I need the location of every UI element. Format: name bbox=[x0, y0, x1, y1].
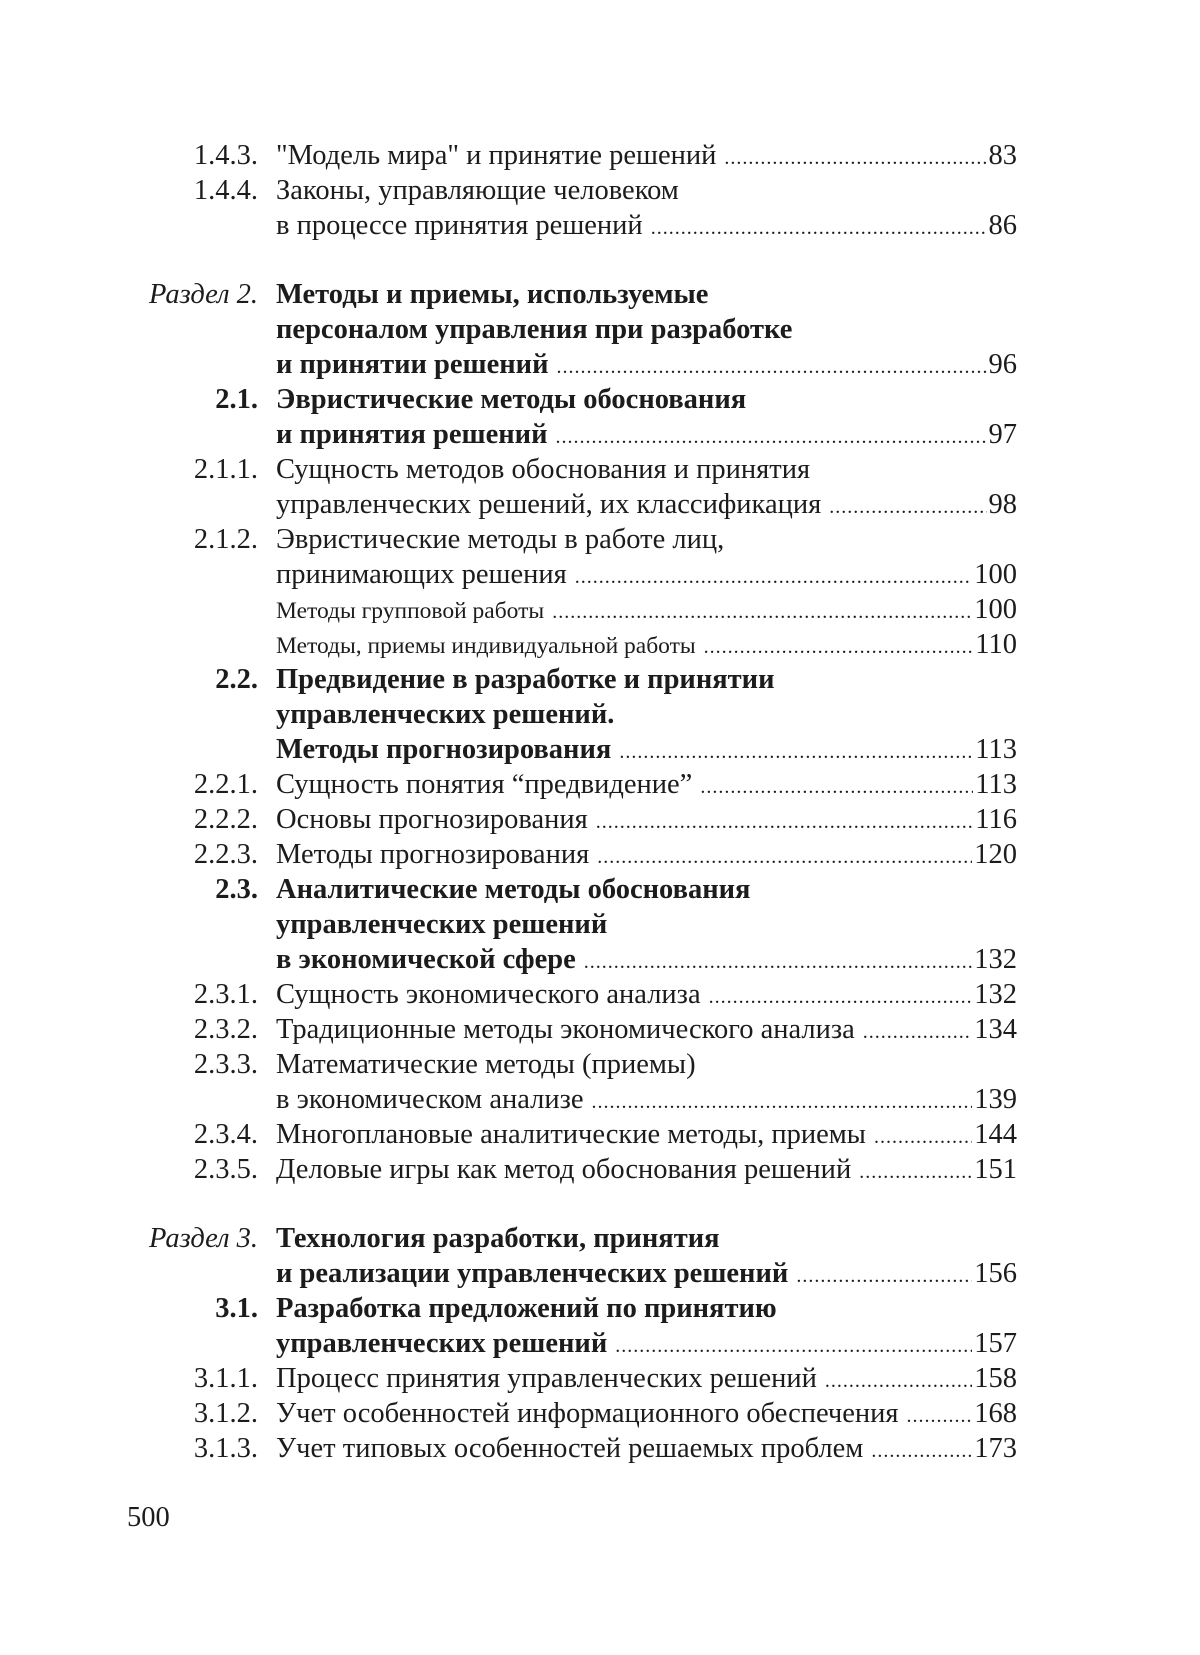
entry-page: 100 bbox=[974, 559, 1017, 590]
entry-number: 2.2.1. bbox=[193, 769, 258, 800]
entry-title: Процесс принятия управленческих решений bbox=[276, 1363, 817, 1394]
toc-entry-2-3-1 bbox=[0, 977, 1200, 1012]
entry-number: 2.3.5. bbox=[193, 1154, 258, 1185]
entry-title: Разработка предложений по принятию bbox=[276, 1293, 777, 1324]
page-number: 500 bbox=[127, 1502, 170, 1533]
toc-entry-continuation bbox=[0, 208, 1200, 243]
entry-number: 1.4.3. bbox=[193, 140, 258, 171]
dot-leader bbox=[592, 1085, 973, 1120]
table-of-contents bbox=[0, 138, 1200, 1466]
entry-number: 2.1.2. bbox=[193, 524, 258, 555]
dot-leader bbox=[615, 1329, 972, 1364]
entry-title-cont: управленческих решений bbox=[276, 1328, 608, 1359]
subentry-title: Методы, приемы индивидуальной работы bbox=[276, 633, 696, 659]
section-title: Методы и приемы, используемые bbox=[276, 279, 709, 310]
entry-leader-line bbox=[276, 1396, 1017, 1431]
dot-leader bbox=[825, 1364, 972, 1399]
entry-title-cont: Методы прогнозирования bbox=[276, 734, 612, 765]
entry-title: Учет особенностей информационного обеспечения bbox=[276, 1398, 899, 1429]
dot-leader bbox=[552, 595, 972, 630]
dot-leader bbox=[619, 735, 973, 770]
entry-number: 3.1. bbox=[215, 1293, 258, 1324]
dot-leader bbox=[859, 1155, 972, 1190]
toc-entry-2-2-2 bbox=[0, 802, 1200, 837]
entry-leader-line bbox=[276, 1012, 1017, 1047]
entry-number: 2.2.3. bbox=[193, 839, 258, 870]
section-title-cont: персоналом управления при разработке bbox=[276, 314, 793, 345]
toc-entry-continuation bbox=[0, 1326, 1200, 1361]
toc-entry-continuation bbox=[0, 732, 1200, 767]
entry-page: 96 bbox=[988, 349, 1017, 380]
section-label: Раздел 3. bbox=[149, 1223, 258, 1254]
entry-number: 2.3.3. bbox=[193, 1049, 258, 1080]
entry-page: 86 bbox=[988, 210, 1017, 241]
toc-entry-2-3 bbox=[0, 872, 1200, 907]
dot-leader bbox=[874, 1120, 972, 1155]
entry-title: Основы прогнозирования bbox=[276, 804, 588, 835]
dot-leader bbox=[724, 141, 986, 176]
toc-entry-3-1-1 bbox=[0, 1361, 1200, 1396]
section-title: Технология разработки, принятия bbox=[276, 1223, 720, 1254]
section-title-cont: и реализации управленческих решений bbox=[276, 1258, 789, 1289]
entry-number: 1.4.4. bbox=[193, 175, 258, 206]
toc-entry-2-3-5 bbox=[0, 1152, 1200, 1187]
entry-leader-line bbox=[276, 1326, 1017, 1361]
entry-page: 132 bbox=[974, 944, 1017, 975]
entry-number: 2.3.4. bbox=[193, 1119, 258, 1150]
toc-entry-3-1 bbox=[0, 1291, 1200, 1326]
entry-leader-line bbox=[276, 592, 1017, 627]
entry-leader-line bbox=[276, 767, 1017, 802]
section-label: Раздел 2. bbox=[149, 279, 258, 310]
section-title-cont: и принятии решений bbox=[276, 349, 549, 380]
entry-leader-line bbox=[276, 138, 1017, 173]
entry-page: 120 bbox=[974, 839, 1017, 870]
entry-page: 157 bbox=[974, 1328, 1017, 1359]
dot-leader bbox=[863, 1015, 972, 1050]
toc-subentry bbox=[0, 592, 1200, 627]
toc-entry-2-3-2 bbox=[0, 1012, 1200, 1047]
entry-title: "Модель мира" и принятие решений bbox=[276, 140, 717, 171]
toc-entry-2-3-4 bbox=[0, 1117, 1200, 1152]
toc-entry-continuation bbox=[0, 1256, 1200, 1291]
toc-section-3 bbox=[0, 1221, 1200, 1256]
dot-leader bbox=[829, 490, 986, 525]
toc-entry-2-2-1 bbox=[0, 767, 1200, 802]
dot-leader bbox=[584, 945, 972, 980]
dot-leader bbox=[557, 350, 987, 385]
entry-number: 3.1.1. bbox=[193, 1363, 258, 1394]
dot-leader bbox=[700, 770, 973, 805]
entry-leader-line bbox=[276, 977, 1017, 1012]
toc-entry-continuation bbox=[0, 1082, 1200, 1117]
dot-leader bbox=[796, 1259, 972, 1294]
entry-title: Математические методы (приемы) bbox=[276, 1049, 696, 1080]
entry-title-cont: управленческих решений bbox=[276, 909, 608, 940]
entry-title: Сущность экономического анализа bbox=[276, 979, 701, 1010]
toc-entry-continuation bbox=[0, 557, 1200, 592]
entry-page: 156 bbox=[974, 1258, 1017, 1289]
entry-page: 134 bbox=[974, 1014, 1017, 1045]
entry-title: Предвидение в разработке и принятии bbox=[276, 664, 775, 695]
toc-entry-continuation bbox=[0, 487, 1200, 522]
toc-entry-2-1-1 bbox=[0, 452, 1200, 487]
entry-number: 2.2. bbox=[215, 664, 258, 695]
entry-page: 98 bbox=[988, 489, 1017, 520]
entry-title: Эвристические методы в работе лиц, bbox=[276, 524, 725, 555]
dot-leader bbox=[907, 1399, 973, 1434]
entry-title: Законы, управляющие человеком bbox=[276, 175, 679, 206]
toc-entry-1-4-3 bbox=[0, 138, 1200, 173]
entry-page: 158 bbox=[974, 1363, 1017, 1394]
entry-title: Многоплановые аналитические методы, приемы bbox=[276, 1119, 866, 1150]
entry-leader-line bbox=[276, 1152, 1017, 1187]
entry-leader-line bbox=[276, 802, 1017, 837]
entry-title: Сущность понятия “предвидение” bbox=[276, 769, 693, 800]
dot-leader bbox=[597, 840, 972, 875]
entry-page: 100 bbox=[974, 594, 1017, 625]
entry-number: 3.1.3. bbox=[193, 1433, 258, 1464]
entry-title: Деловые игры как метод обоснования решений bbox=[276, 1154, 852, 1185]
toc-entry-continuation bbox=[0, 907, 1200, 942]
entry-number: 2.1.1. bbox=[193, 454, 258, 485]
entry-page: 173 bbox=[974, 1433, 1017, 1464]
entry-leader-line bbox=[276, 627, 1017, 662]
dot-leader bbox=[704, 630, 974, 665]
toc-entry-continuation bbox=[0, 347, 1200, 382]
entry-page: 113 bbox=[975, 734, 1017, 765]
entry-leader-line bbox=[276, 417, 1017, 452]
toc-entry-2-1 bbox=[0, 382, 1200, 417]
dot-leader bbox=[871, 1434, 972, 1469]
toc-entry-3-1-3 bbox=[0, 1431, 1200, 1466]
dot-leader bbox=[651, 211, 987, 246]
entry-title: Сущность методов обоснования и принятия bbox=[276, 454, 811, 485]
entry-page: 110 bbox=[975, 629, 1017, 660]
entry-page: 139 bbox=[974, 1084, 1017, 1115]
entry-page: 97 bbox=[988, 419, 1017, 450]
entry-title: Традиционные методы экономического анализа bbox=[276, 1014, 855, 1045]
entry-title-cont: в процессе принятия решений bbox=[276, 210, 643, 241]
entry-number: 2.3. bbox=[215, 874, 258, 905]
entry-title-cont: и принятия решений bbox=[276, 419, 548, 450]
toc-subentry bbox=[0, 627, 1200, 662]
toc-entry-3-1-2 bbox=[0, 1396, 1200, 1431]
toc-entry-2-2 bbox=[0, 662, 1200, 697]
entry-title-cont: управленческих решений. bbox=[276, 699, 615, 730]
subentry-title: Методы групповой работы bbox=[276, 598, 545, 624]
toc-entry-continuation bbox=[0, 417, 1200, 452]
entry-leader-line bbox=[276, 487, 1017, 522]
entry-page: 144 bbox=[974, 1119, 1017, 1150]
toc-entry-2-2-3 bbox=[0, 837, 1200, 872]
dot-leader bbox=[709, 980, 973, 1015]
toc-entry-2-1-2 bbox=[0, 522, 1200, 557]
dot-leader bbox=[556, 420, 987, 455]
dot-leader bbox=[575, 560, 973, 595]
entry-title-cont: в экономической сфере bbox=[276, 944, 576, 975]
entry-title: Методы прогнозирования bbox=[276, 839, 590, 870]
entry-number: 3.1.2. bbox=[193, 1398, 258, 1429]
entry-leader-line bbox=[276, 347, 1017, 382]
entry-leader-line bbox=[276, 732, 1017, 767]
dot-leader bbox=[596, 805, 974, 840]
entry-title-cont: в экономическом анализе bbox=[276, 1084, 584, 1115]
entry-page: 116 bbox=[975, 804, 1017, 835]
entry-number: 2.1. bbox=[215, 384, 258, 415]
entry-number: 2.3.1. bbox=[193, 979, 258, 1010]
entry-title: Аналитические методы обоснования bbox=[276, 874, 751, 905]
entry-leader-line bbox=[276, 557, 1017, 592]
entry-page: 132 bbox=[974, 979, 1017, 1010]
entry-title: Учет типовых особенностей решаемых проблем bbox=[276, 1433, 864, 1464]
entry-page: 113 bbox=[975, 769, 1017, 800]
toc-entry-1-4-4 bbox=[0, 173, 1200, 208]
toc-section-2 bbox=[0, 277, 1200, 312]
toc-entry-2-3-3 bbox=[0, 1047, 1200, 1082]
toc-entry-continuation bbox=[0, 942, 1200, 977]
entry-page: 151 bbox=[974, 1154, 1017, 1185]
entry-leader-line bbox=[276, 208, 1017, 243]
entry-leader-line bbox=[276, 1361, 1017, 1396]
entry-leader-line bbox=[276, 1117, 1017, 1152]
toc-entry-continuation bbox=[0, 697, 1200, 732]
entry-title: Эвристические методы обоснования bbox=[276, 384, 747, 415]
entry-leader-line bbox=[276, 1082, 1017, 1117]
entry-page: 83 bbox=[988, 140, 1017, 171]
entry-leader-line bbox=[276, 1431, 1017, 1466]
entry-title-cont: управленческих решений, их классификация bbox=[276, 489, 822, 520]
entry-title-cont: принимающих решения bbox=[276, 559, 567, 590]
entry-leader-line bbox=[276, 837, 1017, 872]
entry-leader-line bbox=[276, 942, 1017, 977]
entry-leader-line bbox=[276, 1256, 1017, 1291]
entry-page: 168 bbox=[974, 1398, 1017, 1429]
toc-entry-continuation bbox=[0, 312, 1200, 347]
entry-number: 2.2.2. bbox=[193, 804, 258, 835]
entry-number: 2.3.2. bbox=[193, 1014, 258, 1045]
